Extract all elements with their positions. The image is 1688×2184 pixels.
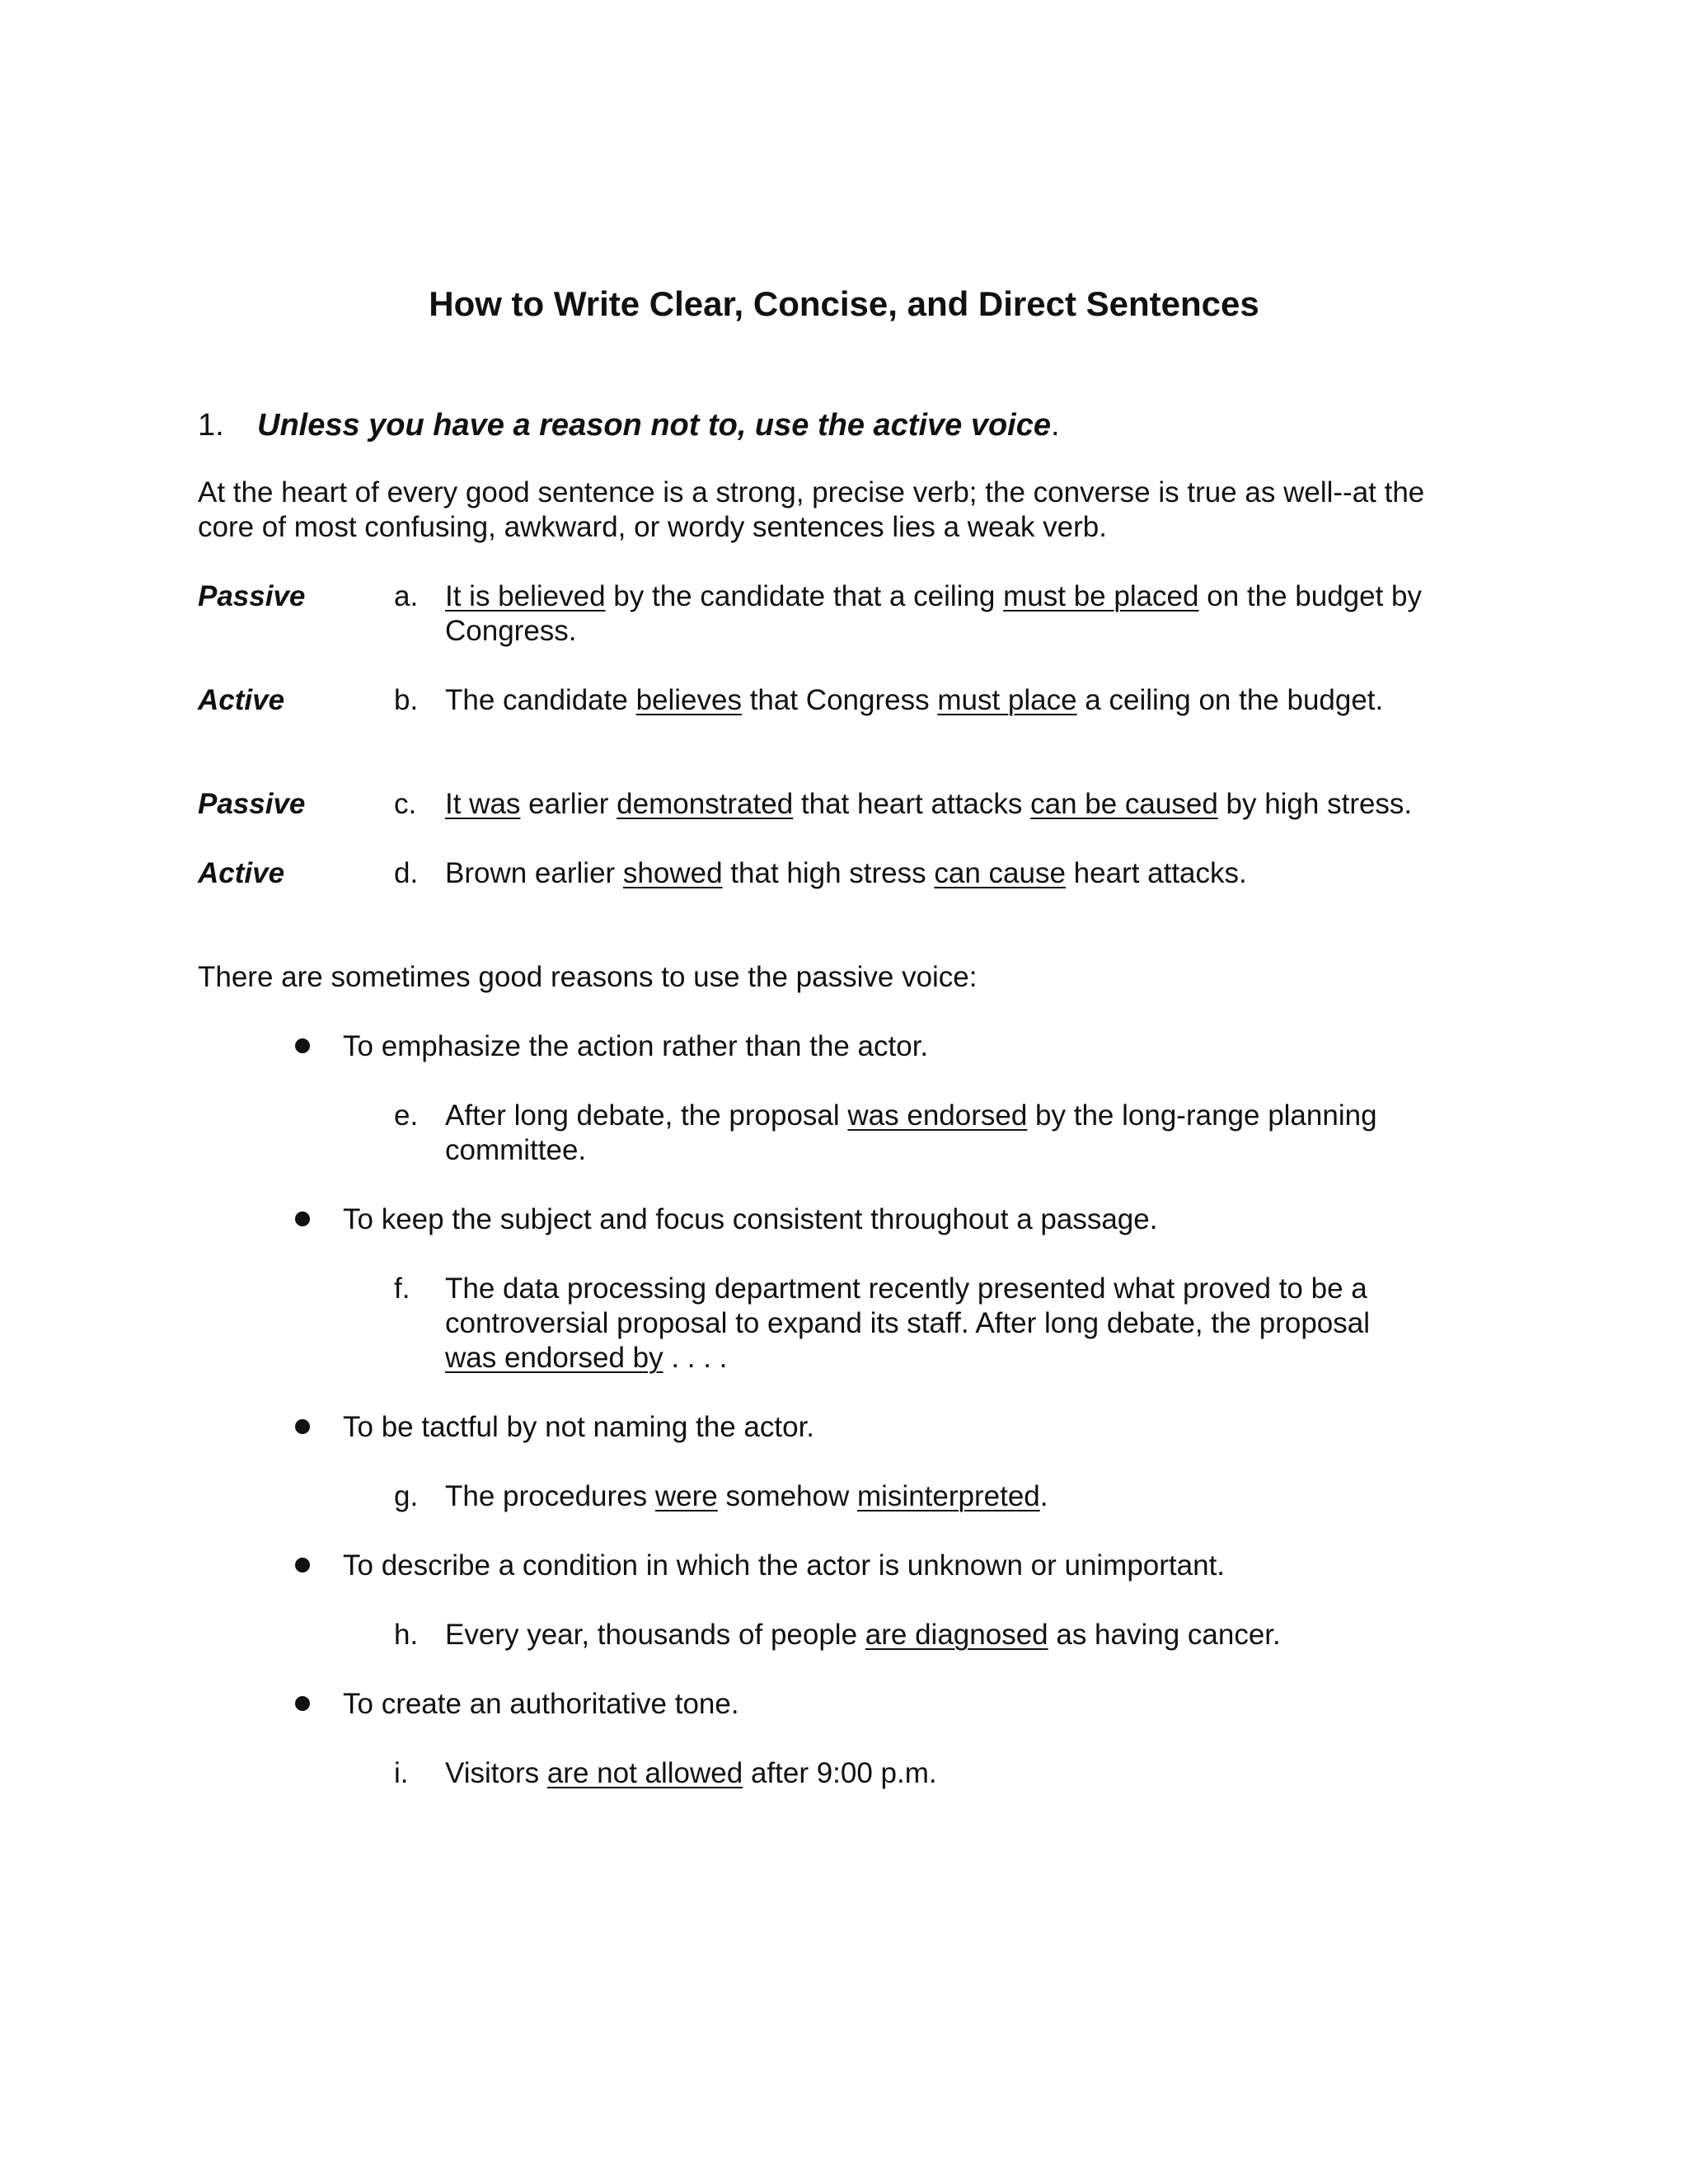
underlined-verb: are not allowed — [546, 1757, 743, 1789]
example-sentence — [445, 1272, 1681, 1376]
underlined-verb: believes — [635, 684, 742, 716]
sentence-text: . — [1039, 1480, 1048, 1512]
underlined-verb: must be placed — [1003, 580, 1199, 612]
underlined-verb: It is believed — [445, 580, 606, 612]
document-title: How to Write Clear, Concise, and Direct Sentences — [429, 284, 1259, 323]
reason-text: To keep the subject and focus consistent throughout a passage. — [343, 1203, 1158, 1235]
intro-paragraph — [198, 476, 1500, 545]
sentence-text: a ceiling on the budget. — [1076, 684, 1384, 716]
underlined-verb: can cause — [934, 857, 1066, 889]
sentence-continuation: committee. — [445, 1134, 587, 1166]
sentence-text: Brown earlier — [445, 857, 623, 889]
example-sentence — [445, 579, 1681, 649]
example-letter: e. — [394, 1099, 419, 1132]
reason-text: To describe a condition in which the actor is unknown or unimportant. — [343, 1549, 1226, 1582]
sentence-continuation: Congress. — [445, 615, 577, 647]
reasons-intro: There are sometimes good reasons to use the passive voice: — [198, 961, 978, 993]
example-letter: b. — [394, 684, 419, 716]
underlined-verb: showed — [622, 857, 723, 889]
section-number: 1. — [198, 408, 224, 443]
underlined-verb: It was — [445, 788, 521, 820]
sentence-text: Visitors — [445, 1757, 547, 1789]
sentence-line: The data processing department recently presented what proved to be a — [445, 1272, 1367, 1305]
example-sentence — [445, 1618, 1681, 1652]
underlined-verb: was endorsed by — [445, 1342, 663, 1374]
bullet-dot-icon — [295, 1419, 310, 1434]
sentence-text: After long debate, the proposal — [445, 1099, 848, 1132]
sentence-text: as having cancer. — [1048, 1619, 1281, 1651]
sentence-text: earlier — [520, 788, 617, 820]
section-heading-period: . — [1051, 408, 1060, 443]
example-sentence — [445, 683, 1681, 718]
sentence-text: The candidate — [445, 684, 636, 716]
example-letter: a. — [394, 580, 419, 612]
sentence-text: The procedures — [445, 1480, 655, 1512]
sentence-text: somehow — [717, 1480, 857, 1512]
sentence-text: that Congress — [741, 684, 938, 716]
bullet-dot-icon — [295, 1212, 310, 1226]
underlined-verb: were — [654, 1480, 718, 1512]
bullet-dot-icon — [295, 1558, 310, 1572]
example-sentence — [445, 1099, 1681, 1168]
underlined-verb: are diagnosed — [865, 1619, 1048, 1651]
intro-line-1: At the heart of every good sentence is a strong, precise verb; the converse is true as well--at the — [198, 476, 1425, 509]
sentence-text: by high stress. — [1217, 788, 1413, 820]
sentence-text: Every year, thousands of people — [445, 1619, 865, 1651]
example-letter: h. — [394, 1619, 419, 1651]
sentence-text: by the long-range planning — [1027, 1099, 1377, 1132]
sentence-text: heart attacks. — [1065, 857, 1247, 889]
sentence-text: that high stress — [722, 857, 935, 889]
example-letter: d. — [394, 857, 419, 889]
voice-label-passive: Passive — [198, 788, 306, 820]
example-letter: g. — [394, 1480, 419, 1512]
underlined-verb: demonstrated — [617, 788, 794, 820]
sentence-text: by the candidate that a ceiling — [605, 580, 1004, 612]
underlined-verb: was endorsed — [847, 1099, 1028, 1132]
sentence-text: . . . . — [663, 1342, 728, 1374]
underlined-verb: can be caused — [1030, 788, 1218, 820]
sentence-text: that heart attacks — [793, 788, 1031, 820]
example-sentence — [445, 1479, 1681, 1514]
intro-line-2: core of most confusing, awkward, or wordy sentences lies a weak verb. — [198, 511, 1107, 543]
reason-text: To create an authoritative tone. — [343, 1688, 739, 1720]
reason-text: To be tactful by not naming the actor. — [343, 1411, 815, 1443]
example-sentence — [445, 787, 1681, 822]
bullet-dot-icon — [295, 1038, 310, 1053]
example-letter: i. — [394, 1757, 409, 1789]
reason-text: To emphasize the action rather than the actor. — [343, 1030, 929, 1062]
sentence-line: controversial proposal to expand its staff. After long debate, the proposal — [445, 1307, 1370, 1339]
example-letter: c. — [394, 788, 417, 820]
section-heading — [198, 406, 1060, 444]
sentence-text: after 9:00 p.m. — [743, 1757, 937, 1789]
sentence-text: on the budget by — [1198, 580, 1422, 612]
section-heading-text: Unless you have a reason not to, use the active voice — [257, 408, 1052, 443]
example-letter: f. — [394, 1272, 410, 1305]
example-sentence — [445, 1756, 1681, 1791]
voice-label-passive: Passive — [198, 580, 306, 612]
underlined-verb: must place — [937, 684, 1077, 716]
voice-label-active: Active — [198, 684, 285, 716]
example-sentence — [445, 856, 1681, 891]
underlined-verb: misinterpreted — [857, 1480, 1040, 1512]
bullet-dot-icon — [295, 1696, 310, 1711]
voice-label-active: Active — [198, 857, 285, 889]
